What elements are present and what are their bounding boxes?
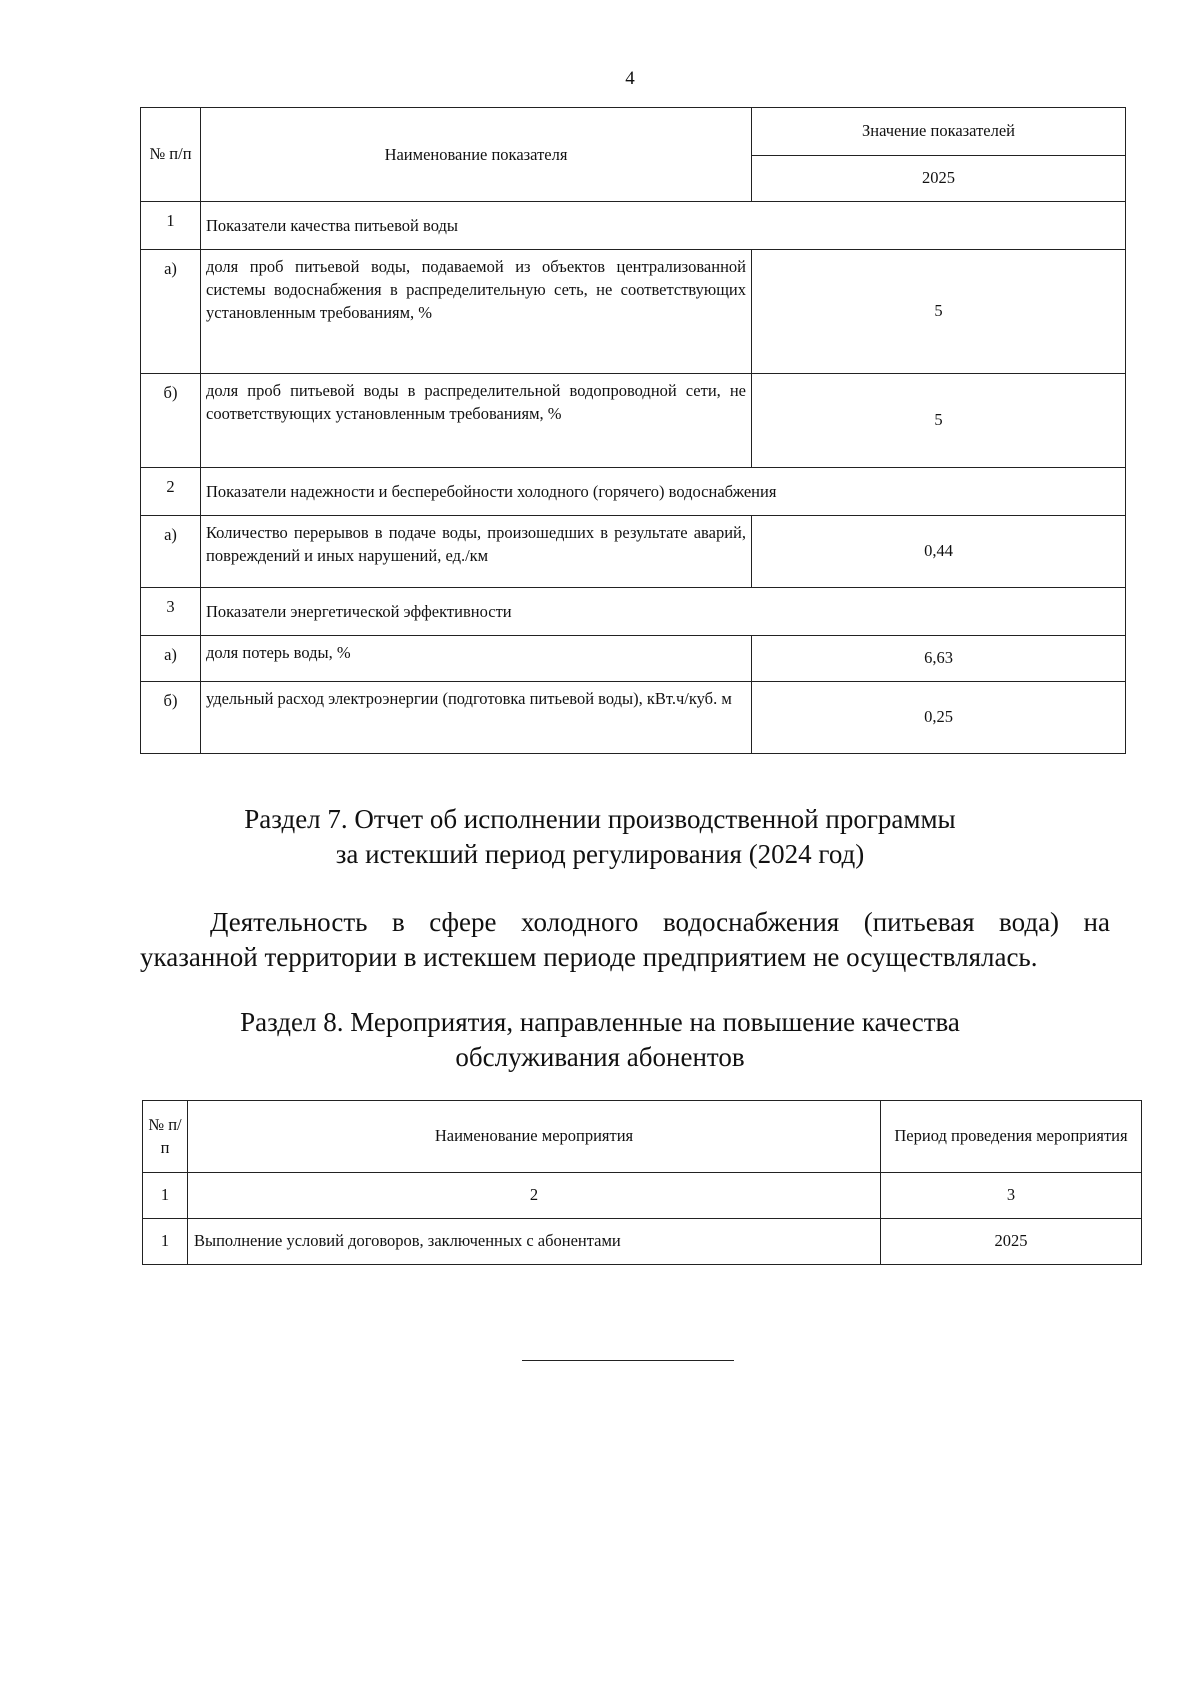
header-name: Наименование показателя [201, 108, 752, 202]
row-value: 5 [752, 374, 1126, 468]
index-col2: 2 [188, 1173, 881, 1219]
row-num: а) [141, 636, 201, 682]
section8-title-line2: обслуживания абонентов [455, 1042, 745, 1073]
row-name: доля проб питьевой воды, подаваемой из объектов централизованной системы водоснабжения в распределительную сеть, не соответствующих установленным требованиям, % [201, 250, 752, 374]
table-row [141, 588, 1126, 636]
table-row [141, 202, 1126, 250]
row-num: 3 [141, 588, 201, 636]
closing-divider-line [522, 1360, 734, 1361]
row-name: удельный расход электроэнергии (подготовка питьевой воды), кВт.ч/куб. м [201, 682, 752, 754]
header-name: Наименование мероприятия [188, 1101, 881, 1173]
row-value: 0,44 [752, 516, 1126, 588]
row-num: б) [141, 682, 201, 754]
row-name: Количество перерывов в подаче воды, произошедших в результате аварий, повреждений и иных нарушений, ед./км [201, 516, 752, 588]
header-year: 2025 [752, 156, 1126, 202]
section7-heading [0, 802, 1200, 872]
row-num: 2 [141, 468, 201, 516]
table-row [143, 1219, 1142, 1265]
section7-title-line1: Раздел 7. Отчет об исполнении производственной программы [244, 804, 956, 834]
row-num: б) [141, 374, 201, 468]
events-header-row [143, 1101, 1142, 1173]
row-value: 0,25 [752, 682, 1126, 754]
index-col1: 1 [143, 1173, 188, 1219]
row-name: доля потерь воды, % [201, 636, 752, 682]
row-num: а) [141, 516, 201, 588]
header-num: № п/п [141, 108, 201, 202]
section8-title-line1: Раздел 8. Мероприятия, направленные на повышение качества [240, 1007, 960, 1037]
row-value: 5 [752, 250, 1126, 374]
index-col3: 3 [881, 1173, 1142, 1219]
row-name: Выполнение условий договоров, заключенных с абонентами [188, 1219, 881, 1265]
section8-heading [0, 1005, 1200, 1075]
header-values: Значение показателей [752, 108, 1126, 156]
header-period: Период проведения мероприятия [881, 1101, 1142, 1173]
row-num: а) [141, 250, 201, 374]
table-row [141, 250, 1126, 374]
row-name: доля проб питьевой воды в распределительной водопроводной сети, не соответствующих установленным требованиям, % [201, 374, 752, 468]
table-row [141, 374, 1126, 468]
row-value: 6,63 [752, 636, 1126, 682]
row-section-title: Показатели энергетической эффективности [201, 588, 1126, 636]
events-table [142, 1100, 1142, 1265]
row-section-title: Показатели надежности и бесперебойности холодного (горячего) водоснабжения [201, 468, 1126, 516]
table-row [141, 636, 1126, 682]
events-index-row [143, 1173, 1142, 1219]
row-period: 2025 [881, 1219, 1142, 1265]
page-number: 4 [625, 68, 635, 89]
indicators-table [140, 107, 1126, 754]
row-section-title: Показатели качества питьевой воды [201, 202, 1126, 250]
table-row [141, 468, 1126, 516]
table-row [141, 682, 1126, 754]
table-row [141, 516, 1126, 588]
header-num: № п/п [143, 1101, 188, 1173]
row-num: 1 [141, 202, 201, 250]
section7-text: Деятельность в сфере холодного водоснабжения (питьевая вода) на указанной территории в истекшем периоде предприятием не осуществлялась. [140, 907, 1110, 973]
indicators-header-row [141, 108, 1126, 156]
row-num: 1 [143, 1219, 188, 1265]
section7-title-line2: за истекший период регулирования (2024 год) [335, 839, 865, 870]
